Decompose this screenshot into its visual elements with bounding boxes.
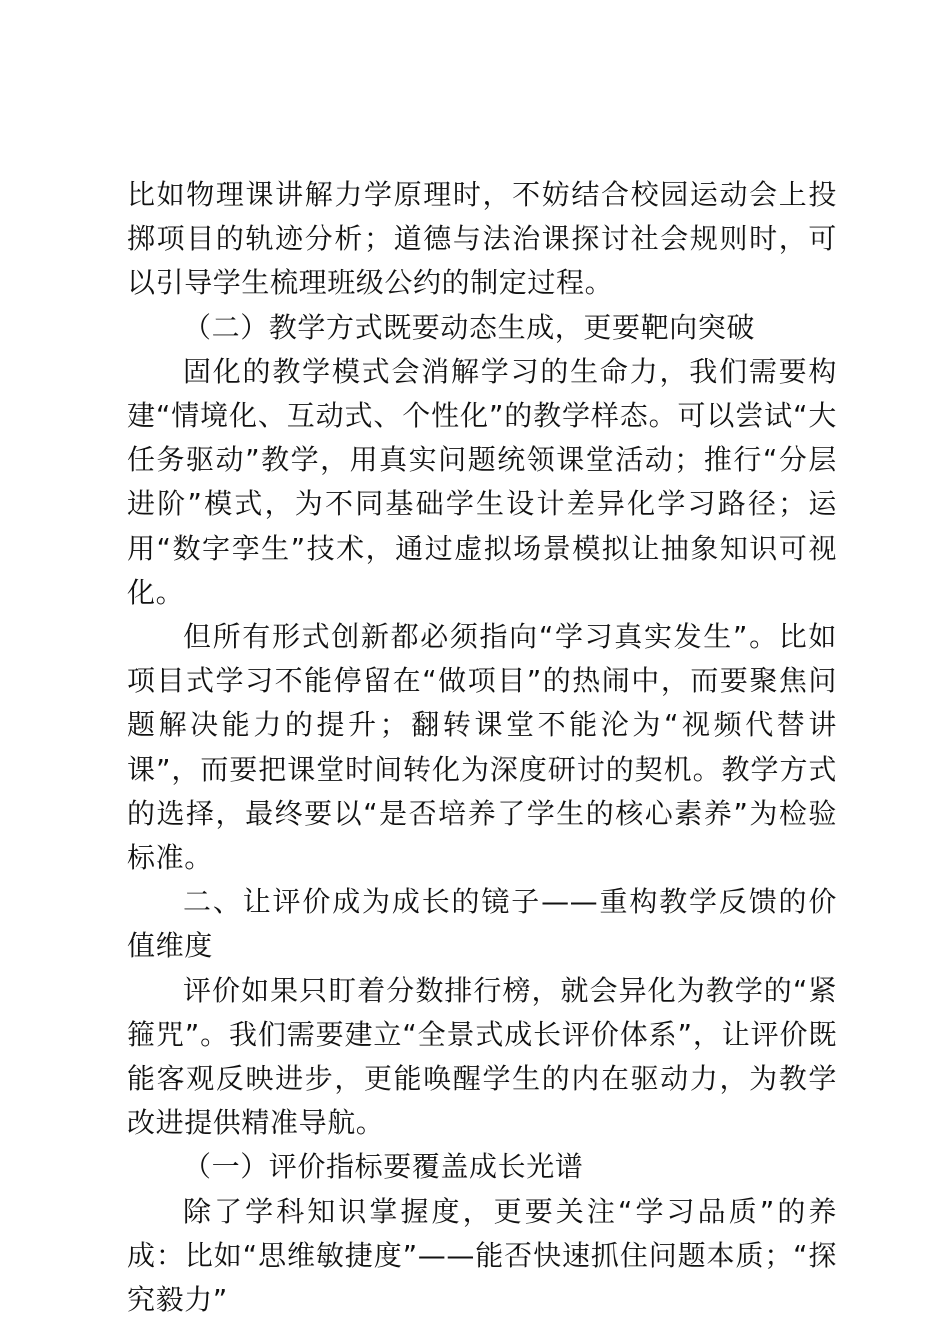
section-heading: （一）评价指标要覆盖成长光谱 (183, 1150, 584, 1184)
body-paragraph: 比如物理课讲解力学原理时，不妨结合校园运动会上投掷项目的轨迹分析；道德与法治课探讨社会规则时，可以引导学生梳理班级公约的制定过程。 (127, 178, 837, 300)
body-paragraph: 但所有形式创新都必须指向“学习真实发生”。比如项目式学习不能停留在“做项目”的热闹中，而要聚焦问题解决能力的提升；翻转课堂不能沦为“视频代替讲课”，而要把课堂时间转化为深度研讨的契机。教学方式的选择，最终要以“是否培养了学生的核心素养”为检验标准。 (127, 620, 837, 875)
body-paragraph: 评价如果只盯着分数排行榜，就会异化为教学的“紧箍咒”。我们需要建立“全景式成长评价体系”，让评价既能客观反映进步，更能唤醒学生的内在驱动力，为教学改进提供精准导航。 (127, 973, 837, 1140)
body-paragraph: 固化的教学模式会消解学习的生命力，我们需要构建“情境化、互动式、个性化”的教学样态。可以尝试“大任务驱动”教学，用真实问题统领课堂活动；推行“分层进阶”模式，为不同基础学生设计差异化学习路径；运用“数字孪生”技术，通过虚拟场景模拟让抽象知识可视化。 (127, 354, 837, 609)
document-page (127, 173, 837, 1322)
chapter-heading: 二、让评价成为成长的镜子——重构教学反馈的价值维度 (127, 885, 837, 963)
section-heading: （二）教学方式既要动态生成，更要靶向突破 (183, 310, 756, 344)
body-paragraph: 除了学科知识掌握度，更要关注“学习品质”的养成：比如“思维敏捷度”——能否快速抓住问题本质；“探究毅力” (127, 1194, 837, 1317)
